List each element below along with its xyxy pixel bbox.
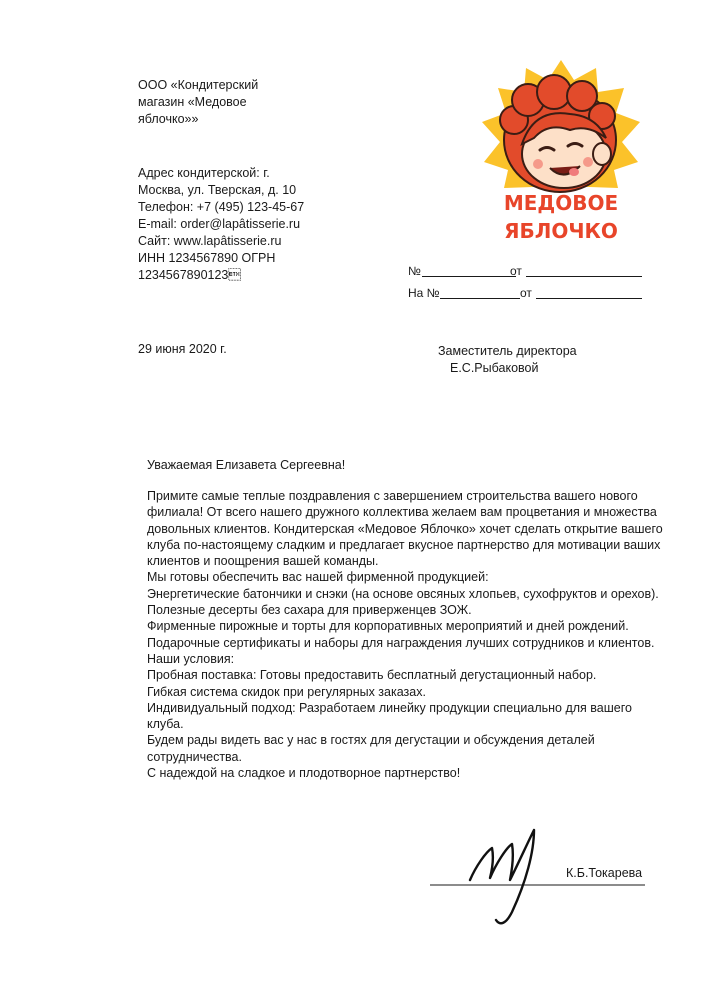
body-line: Наши условия:	[147, 651, 235, 666]
reply-from-underline	[536, 298, 642, 299]
logo-text-line1: МЕДОВОЕ	[503, 191, 619, 215]
reply-number-label: На №	[408, 286, 440, 300]
body-line: Фирменные пирожные и торты для корпоративных мероприятий и дней рождений.	[147, 619, 629, 634]
letter-body	[147, 488, 667, 781]
body-line: Мы готовы обеспечить вас нашей фирменной продукцией:	[147, 570, 489, 585]
email-line: E-mail: order@lapâtisserie.ru	[138, 217, 301, 231]
reply-from-label: от	[520, 286, 532, 300]
body-line: Пробная поставка: Готовы предоставить бесплатный дегустационный набор.	[147, 668, 597, 683]
inn-ogrn-line: ИНН 1234567890 ОГРН	[138, 251, 276, 265]
body-line: Энергетические батончики и снэки (на основе овсяных хлопьев, сухофруктов и орехов).	[147, 586, 659, 601]
phone-line: Телефон: +7 (495) 123-45-67	[138, 200, 305, 214]
body-line: Индивидуальный подход: Разработаем линейку продукции специально для вашего	[147, 700, 632, 715]
company-name-line: магазин «Медовое	[138, 95, 247, 109]
address-line: Москва, ул. Тверская, д. 10	[138, 183, 297, 197]
company-contacts	[138, 165, 304, 284]
body-line: сотрудничества.	[147, 749, 242, 764]
body-line: Будем рады видеть вас у нас в гостях для дегустации и обсуждения деталей	[147, 733, 595, 748]
number-field-underline	[422, 276, 516, 277]
recipient-position: Заместитель директора	[438, 344, 577, 358]
body-line: клиентов и поощрения вашей команды.	[147, 554, 379, 569]
recipient-block	[438, 343, 577, 377]
body-line: филиала! От всего нашего дружного коллектива желаем вам процветания и множества	[147, 505, 657, 520]
company-name-line: ООО «Кондитерский	[138, 78, 259, 92]
from-field-underline	[526, 276, 642, 277]
body-line: Гибкая система скидок при регулярных заказах.	[147, 684, 426, 699]
body-line: клуба по-настоящему сладким и предлагает вкусное партнерство для мотивации ваших	[147, 537, 661, 552]
body-line: Подарочные сертификаты и наборы для награждения лучших сотрудников и клиентов.	[147, 635, 655, 650]
letter-date: 29 июня 2020 г.	[138, 342, 227, 356]
company-name-line: яблочко»»	[138, 112, 199, 126]
body-line: довольных клиентов. Кондитерская «Медовое Яблочко» хочет сделать открытие вашего	[147, 521, 663, 536]
from-label: от	[510, 264, 522, 278]
body-line: Полезные десерты без сахара для приверженцев ЗОЖ.	[147, 603, 472, 618]
website-line: Сайт: www.lapâtisserie.ru	[138, 234, 282, 248]
number-label: №	[408, 264, 421, 278]
body-line: клуба.	[147, 717, 184, 732]
body-line: С надеждой на сладкое и плодотворное партнерство!	[147, 766, 461, 781]
signer-name: К.Б.Токарева	[566, 866, 643, 880]
address-line: Адрес кондитерской: г.	[138, 166, 270, 180]
reply-number-underline	[440, 298, 520, 299]
letter-greeting: Уважаемая Елизавета Сергеевна!	[147, 458, 346, 472]
inn-ogrn-line: 1234567890123	[138, 268, 241, 282]
company-logo	[478, 58, 644, 250]
company-name	[138, 77, 258, 128]
logo-text-line2: ЯБЛОЧКО	[504, 219, 618, 243]
body-line: Примите самые теплые поздравления с завершением строительства вашего нового	[147, 489, 638, 503]
registration-fields	[408, 264, 648, 308]
recipient-name: Е.С.Рыбаковой	[450, 361, 539, 375]
